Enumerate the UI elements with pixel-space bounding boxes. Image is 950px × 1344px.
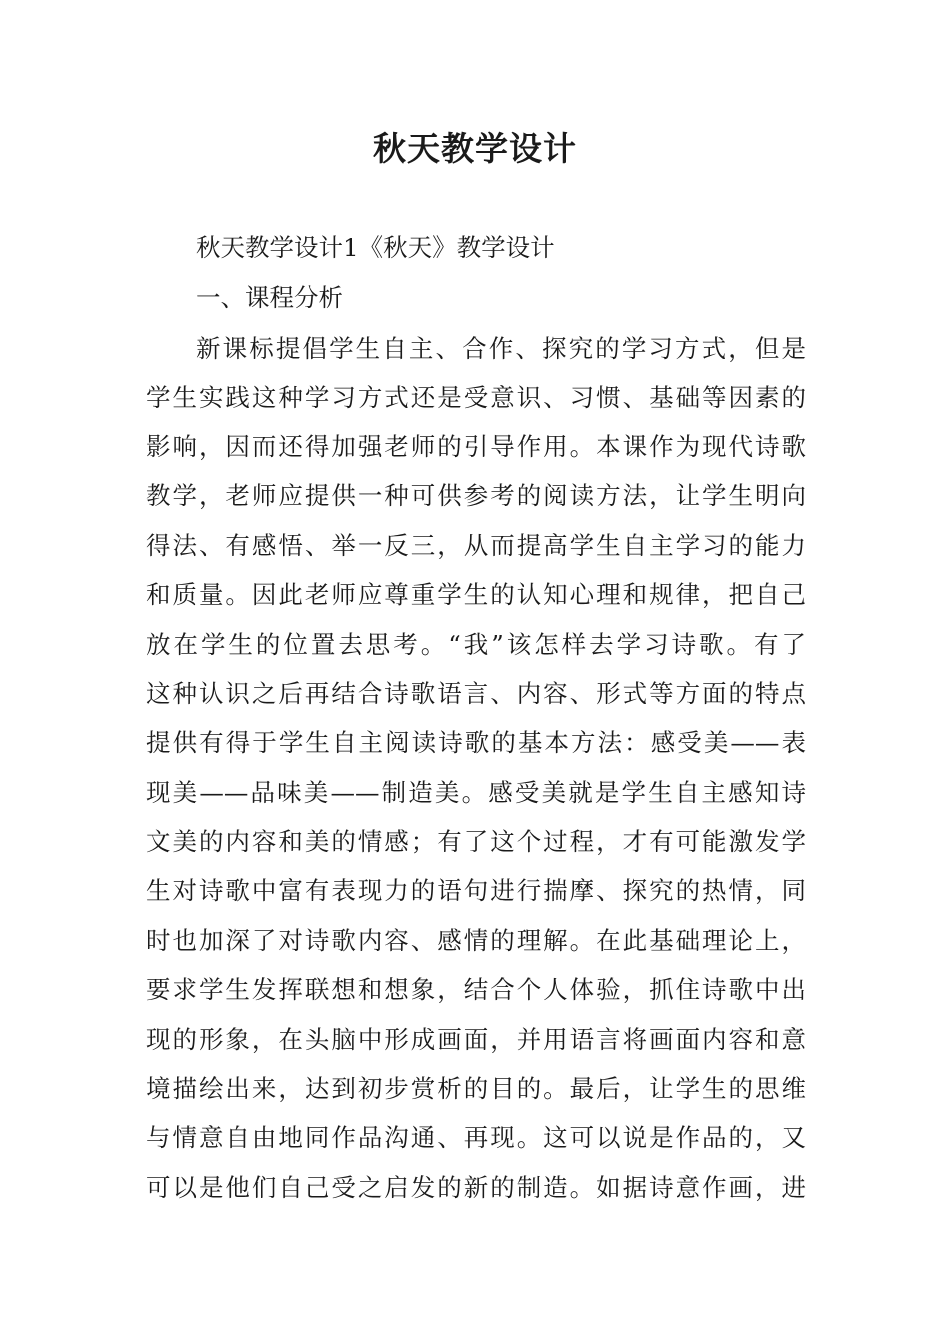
paragraph-line: 境描绘出来，达到初步赏析的目的。最后，让学生的思维 xyxy=(146,1074,806,1103)
paragraph-line: 要求学生发挥联想和想象，结合个人体验，抓住诗歌中出 xyxy=(146,975,806,1004)
section-heading: 一、课程分析 xyxy=(196,283,343,312)
paragraph-line: 提供有得于学生自主阅读诗歌的基本方法：感受美——表 xyxy=(146,728,806,757)
document-subtitle: 秋天教学设计1《秋天》教学设计 xyxy=(196,233,555,262)
document-title: 秋天教学设计 xyxy=(373,129,577,168)
paragraph-line: 学生实践这种学习方式还是受意识、习惯、基础等因素的 xyxy=(146,383,806,412)
paragraph-line: 和质量。因此老师应尊重学生的认知心理和规律，把自己 xyxy=(146,580,806,609)
paragraph-line: 时也加深了对诗歌内容、感情的理解。在此基础理论上， xyxy=(146,926,806,955)
paragraph-line: 放在学生的位置去思考。“我”该怎样去学习诗歌。有了 xyxy=(146,630,806,659)
paragraph-line: 得法、有感悟、举一反三，从而提高学生自主学习的能力 xyxy=(146,531,806,560)
paragraph-line: 现美——品味美——制造美。感受美就是学生自主感知诗 xyxy=(146,778,806,807)
paragraph-line: 教学，老师应提供一种可供参考的阅读方法，让学生明向 xyxy=(146,481,806,510)
paragraph-line: 可以是他们自己受之启发的新的制造。如据诗意作画，进 xyxy=(146,1173,806,1202)
paragraph-line: 现的形象，在头脑中形成画面，并用语言将画面内容和意 xyxy=(146,1025,806,1054)
paragraph-line: 新课标提倡学生自主、合作、探究的学习方式，但是 xyxy=(196,334,806,363)
paragraph-line: 文美的内容和美的情感；有了这个过程，才有可能激发学 xyxy=(146,827,806,856)
paragraph-line: 影响，因而还得加强老师的引导作用。本课作为现代诗歌 xyxy=(146,432,806,461)
paragraph-line: 与情意自由地同作品沟通、再现。这可以说是作品的，又 xyxy=(146,1123,806,1152)
paragraph-line: 生对诗歌中富有表现力的语句进行揣摩、探究的热情，同 xyxy=(146,876,806,905)
paragraph-line: 这种认识之后再结合诗歌语言、内容、形式等方面的特点 xyxy=(146,679,806,708)
